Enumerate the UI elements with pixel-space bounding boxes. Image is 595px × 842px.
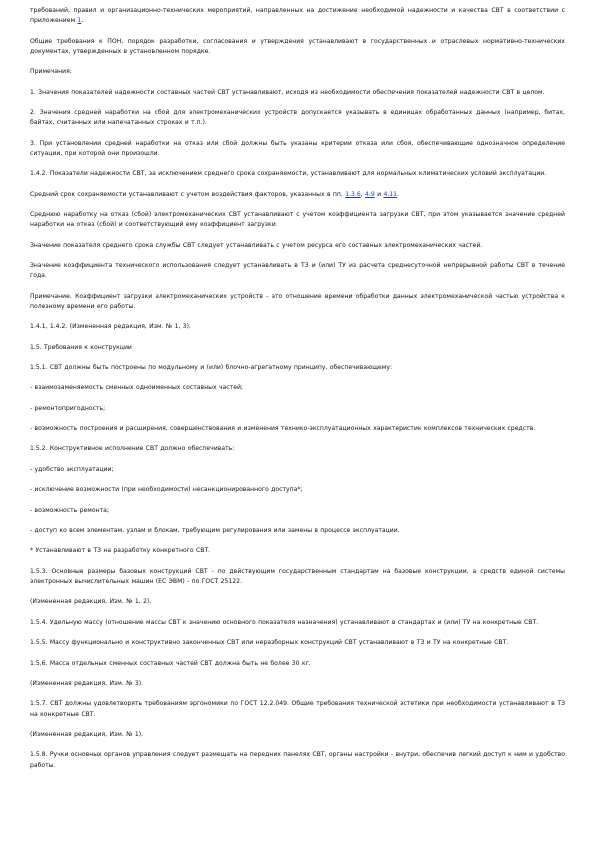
reference-link[interactable]: 1	[77, 17, 82, 25]
paragraph-text: - ремонтопригодность;	[30, 404, 106, 412]
paragraph	[30, 597, 565, 607]
paragraph	[30, 292, 565, 312]
paragraph-text: 1.5.2. Конструктивное исполнение СВТ должно обеспечивать:	[30, 445, 235, 453]
paragraph-text: 1.5.3. Основные размеры базовых конструкций СВТ - по действующим государственным стандартам на базовые конструкции, а средств единой системы электронных вычислительных машин (ЕС ЭВМ) - по ГОСТ 25122.	[30, 567, 565, 585]
paragraph	[30, 526, 565, 536]
paragraph-text: Среднюю наработку на отказ (сбой) электромеханических СВТ устанавливают с учетом коэффициента загрузки СВТ, при этом указывается значение средней наработки на отказ (сбой) и соответствующий ему коэффициент загрузки.	[30, 210, 565, 229]
paragraph-text: требований, правил и организационно-технических мероприятий, направленных на достижение необходимой надежности и качества СВТ в соответствии с приложением	[30, 7, 565, 25]
paragraph-text: Средний срок сохраняемости устанавливают с учетом воздействия факторов, указанных в пп.	[30, 190, 346, 198]
paragraph	[30, 169, 565, 179]
paragraph-text: (Измененная редакция, Изм. № 1).	[30, 730, 144, 738]
paragraph	[30, 750, 565, 770]
paragraph-text: Значение показателя среднего срока службы СВТ следует устанавливать с учетом ресурса его составных электромеханических частей.	[30, 241, 483, 249]
paragraph-text: 1.5.8. Ручки основных органов управления следует размещать на передних панелях СВТ, органы настройки - внутри, обеспечив легкий доступ к ним и удобство работы.	[30, 751, 565, 769]
reference-link[interactable]: 1.3.6	[345, 190, 361, 198]
paragraph-text: .	[81, 17, 84, 25]
paragraph	[30, 88, 565, 98]
paragraph	[30, 37, 565, 57]
paragraph	[30, 444, 565, 454]
paragraph-text: - возможность ремонта;	[30, 506, 109, 514]
paragraph	[30, 679, 565, 689]
paragraph	[30, 322, 565, 332]
paragraph-text: 1.5.7. СВТ должны удовлетворять требованиям эргономики по ГОСТ 12.2.049. Общие требования технической эстетики при необходимости устанавливают в ТЗ на конкретные СВТ.	[30, 700, 565, 718]
paragraph-text: Общие требования к ПОН, порядок разработки, согласования и утверждения устанавливают в государственных и отраслевых нормативно-технических документах, утвержденных в установленном порядке.	[30, 37, 565, 55]
paragraph	[30, 506, 565, 516]
paragraph-text: Значение коэффициента технического использования следует устанавливать в ТЗ и (или) ТУ из расчета среднесуточной непрерывной работы СВТ в течение года.	[30, 261, 565, 280]
paragraph-text: .	[397, 190, 400, 198]
paragraph-text: 1.5.4. Удельную массу (отношение массы СВТ к значению основного показателя назначения) устанавливают в стандартах и (или) ТУ на конкретные СВТ.	[30, 618, 539, 626]
paragraph	[30, 659, 565, 669]
paragraph-text: и	[374, 190, 384, 198]
paragraph	[30, 241, 565, 251]
paragraph-text: 1.5.5. Массу функционально и конструктивно законченных СВТ или неразборных конструкций СВТ устанавливают в ТЗ и ТУ на конкретные СВТ.	[30, 639, 509, 647]
paragraph	[30, 139, 565, 159]
paragraph	[30, 190, 565, 200]
paragraph-text: (Измененная редакция, Изм. № 3).	[30, 679, 144, 687]
paragraph-text: (Измененная редакция, Изм. № 1, 2).	[30, 598, 152, 606]
paragraph	[30, 567, 565, 587]
reference-link[interactable]: 4.9	[365, 190, 375, 198]
paragraph	[30, 485, 565, 495]
paragraph	[30, 465, 565, 475]
paragraph-text: - взаимозаменяемость сменных одноименных составных частей;	[30, 384, 243, 392]
paragraph	[30, 343, 565, 353]
paragraph-text: 1. Значения показателей надежности составных частей СВТ устанавливают, исходя из необходимости обеспечения показателей надежности СВТ в целом.	[30, 88, 545, 96]
paragraph-text: - исключение возможности (при необходимости) несанкционированного доступа*;	[30, 486, 303, 494]
paragraph	[30, 363, 565, 373]
paragraph-text: 1.5.1. СВТ должны быть построены по модульному и (или) блочно-агрегатному принципу, обеспечивающему:	[30, 363, 393, 371]
paragraph-text: 1.4.1, 1.4.2. (Измененная редакция, Изм. № 1, 3).	[30, 323, 191, 331]
reference-link[interactable]: 4.11	[383, 190, 398, 198]
paragraph	[30, 618, 565, 628]
paragraph-text: - возможность построения и расширения, совершенствования и изменения технико-эксплуатационных характеристик комплексов технических средств.	[30, 425, 536, 433]
paragraph	[30, 108, 565, 128]
paragraph	[30, 638, 565, 648]
paragraph-text: - доступ ко всем элементам, узлам и блокам, требующим регулирования или замены в процессе эксплуатации.	[30, 527, 400, 535]
paragraph-text: 1.5. Требования к конструкции	[30, 343, 132, 351]
paragraph-text: Примечание. Коэффициент загрузки электромеханических устройств - это отношение времени обработки данных электромеханической частью устройства к полезному времени его работы.	[30, 292, 565, 310]
paragraph	[30, 424, 565, 434]
paragraph-text: Примечания:	[30, 68, 72, 76]
paragraph-text: 2. Значения средней наработки на сбой для электромеханических устройств допускается указывать в единицах обработанных данных (например, битах, байтах, считанных или напечатанных строках и т.п.).	[30, 108, 565, 127]
paragraph	[30, 383, 565, 393]
paragraph	[30, 261, 565, 281]
paragraph-text: - удобство эксплуатации;	[30, 465, 114, 473]
paragraph-text: 3. При установлении средней наработки на отказ или сбой должны быть указаны критерии отказа или сбоя, обеспечивающие однозначное определение ситуации, при которой они произошли.	[30, 139, 565, 157]
paragraph-text: * Устанавливают в ТЗ на разработку конкретного СВТ.	[30, 547, 211, 555]
paragraph-text: 1.5.6. Масса отдельных сменных составных частей СВТ должна быть не более 30 кг.	[30, 659, 311, 667]
paragraph	[30, 730, 565, 740]
paragraph-text: ,	[360, 190, 366, 198]
paragraph	[30, 699, 565, 719]
paragraph	[30, 546, 565, 556]
paragraph	[30, 404, 565, 414]
paragraph-text: 1.4.2. Показатели надежности СВТ, за исключением среднего срока сохраняемости, устанавливают для нормальных климатических условий эксплуатации.	[30, 170, 547, 178]
paragraph	[30, 6, 565, 26]
paragraph	[30, 67, 565, 77]
paragraph	[30, 210, 565, 230]
